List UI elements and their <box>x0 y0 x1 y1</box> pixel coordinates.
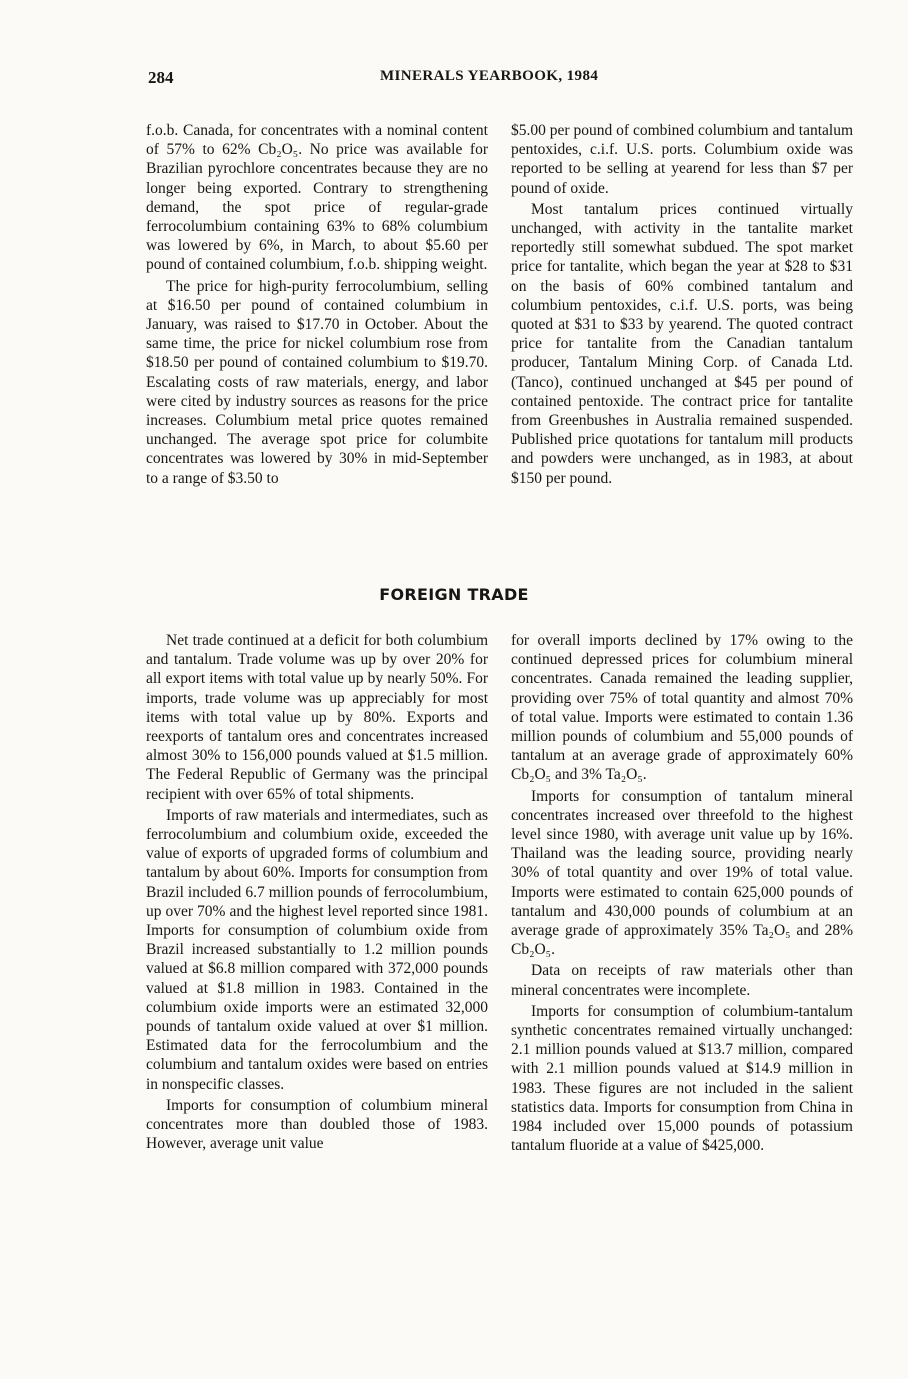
paragraph: The price for high-purity ferrocolumbium, selling at $16.50 per pound of contained columbium in January, was raised to $17.70 in October. About the same time, the price for nickel columbium rose from $18.50 per pound of contained columbium to $19.70. Escalating costs of raw materials, energy, and labor were cited by industry sources as reasons for the price increases. Columbium metal price quotes remained unchanged. The average spot price for columbite concentrates was lowered by 30% in mid-September to a range of $3.50 to <box>146 277 488 487</box>
running-head: MINERALS YEARBOOK, 1984 <box>380 68 599 84</box>
bottom-right-column <box>511 631 853 1155</box>
paragraph: Imports of raw materials and intermediates, such as ferrocolumbium and columbium oxide, exceeded the value of exports of upgraded forms of columbium and tantalum by about 60%. Imports for consumption from Brazil included 6.7 million pounds of ferrocolumbium, up over 70% and the highest level reported since 1981. Imports for consumption of columbium oxide from Brazil increased substantially to 1.2 million pounds valued at $6.8 million compared with 372,000 pounds valued at $1.8 million in 1983. Contained in the columbium oxide imports were an estimated 32,000 pounds of tantalum oxide valued at over $1 million. Estimated data for the ferrocolumbium and the columbium and tantalum oxides were based on entries in nonspecific classes. <box>146 806 488 1093</box>
page-number: 284 <box>148 68 174 87</box>
paragraph: Net trade continued at a deficit for both columbium and tantalum. Trade volume was up by over 20% for all export items with total value up by nearly 50%. For imports, trade volume was up appreciably for most items with total value up by 80%. Exports and reexports of tantalum ores and concentrates increased almost 30% to 156,000 pounds valued at $1.5 million. The Federal Republic of Germany was the principal recipient with over 65% of total shipments. <box>146 632 488 803</box>
paragraph: Data on receipts of raw materials other than mineral concentrates were incomplete. <box>511 962 853 999</box>
paragraph: $5.00 per pound of combined columbium and tantalum pentoxides, c.i.f. U.S. ports. Columbium oxide was reported to be selling at yearend for less than $7 per pound of oxide. <box>511 122 853 197</box>
paragraph: Imports for consumption of columbium-tantalum synthetic concentrates remained virtually unchanged: 2.1 million pounds valued at $13.7 million, compared with 2.1 million pounds valued at $14.9 million in 1983. These figures are not included in the salient statistics data. Imports for consumption from China in 1984 included over 15,000 pounds of potassium tantalum fluoride at a value of $425,000. <box>511 1002 853 1155</box>
paragraph: Imports for consumption of tantalum mineral concentrates increased over threefold to the highest level since 1980, with average unit value up by 16%. Thailand was the leading source, providing nearly 30% of total quantity and over 19% of total value. Imports were estimated to contain 625,000 pounds of tantalum and 430,000 pounds of columbium at an average grade of approximately 35% Ta₂O₅ and 28% Cb₂O₅. <box>511 787 853 959</box>
top-left-column <box>146 121 488 488</box>
paragraph: for overall imports declined by 17% owing to the continued depressed prices for columbium mineral concentrates. Canada remained the leading supplier, providing over 75% of total quantity and almost 70% of total value. Imports were estimated to contain 1.36 million pounds of columbium and 55,000 pounds of tantalum at an average grade of approximately 60% Cb₂O₅ and 3% Ta₂O₅. <box>511 632 853 784</box>
section-heading-foreign-trade: FOREIGN TRADE <box>379 585 529 604</box>
paragraph: Most tantalum prices continued virtually unchanged, with activity in the tantalite market reportedly still somewhat subdued. The spot market price for tantalite, which began the year at $28 to $31 on the basis of 60% combined tantalum and columbium pentoxides, c.i.f. U.S. ports, was being quoted at $31 to $33 by yearend. The quoted contract price for tantalite from the Canadian tantalum producer, Tantalum Mining Corp. of Canada Ltd. (Tanco), continued unchanged at $45 per pound of contained pentoxide. The contract price for tantalite from Greenbushes in Australia remained suspended. Published price quotations for tantalum mill products and powders were unchanged, as in 1983, at about $150 per pound. <box>511 200 853 487</box>
paragraph: Imports for consumption of columbium mineral concentrates more than doubled those of 1983. However, average unit value <box>146 1096 488 1153</box>
top-right-column <box>511 121 853 488</box>
paragraph: f.o.b. Canada, for concentrates with a nominal content of 57% to 62% Cb₂O₅. No price was available for Brazilian pyrochlore concentrates because they are no longer being exported. Contrary to strengthening demand, the spot price of regular-grade ferrocolumbium containing 63% to 68% columbium was lowered by 6%, in March, to about $5.60 per pound of contained columbium, f.o.b. shipping weight. <box>146 122 488 274</box>
bottom-left-column <box>146 631 488 1153</box>
